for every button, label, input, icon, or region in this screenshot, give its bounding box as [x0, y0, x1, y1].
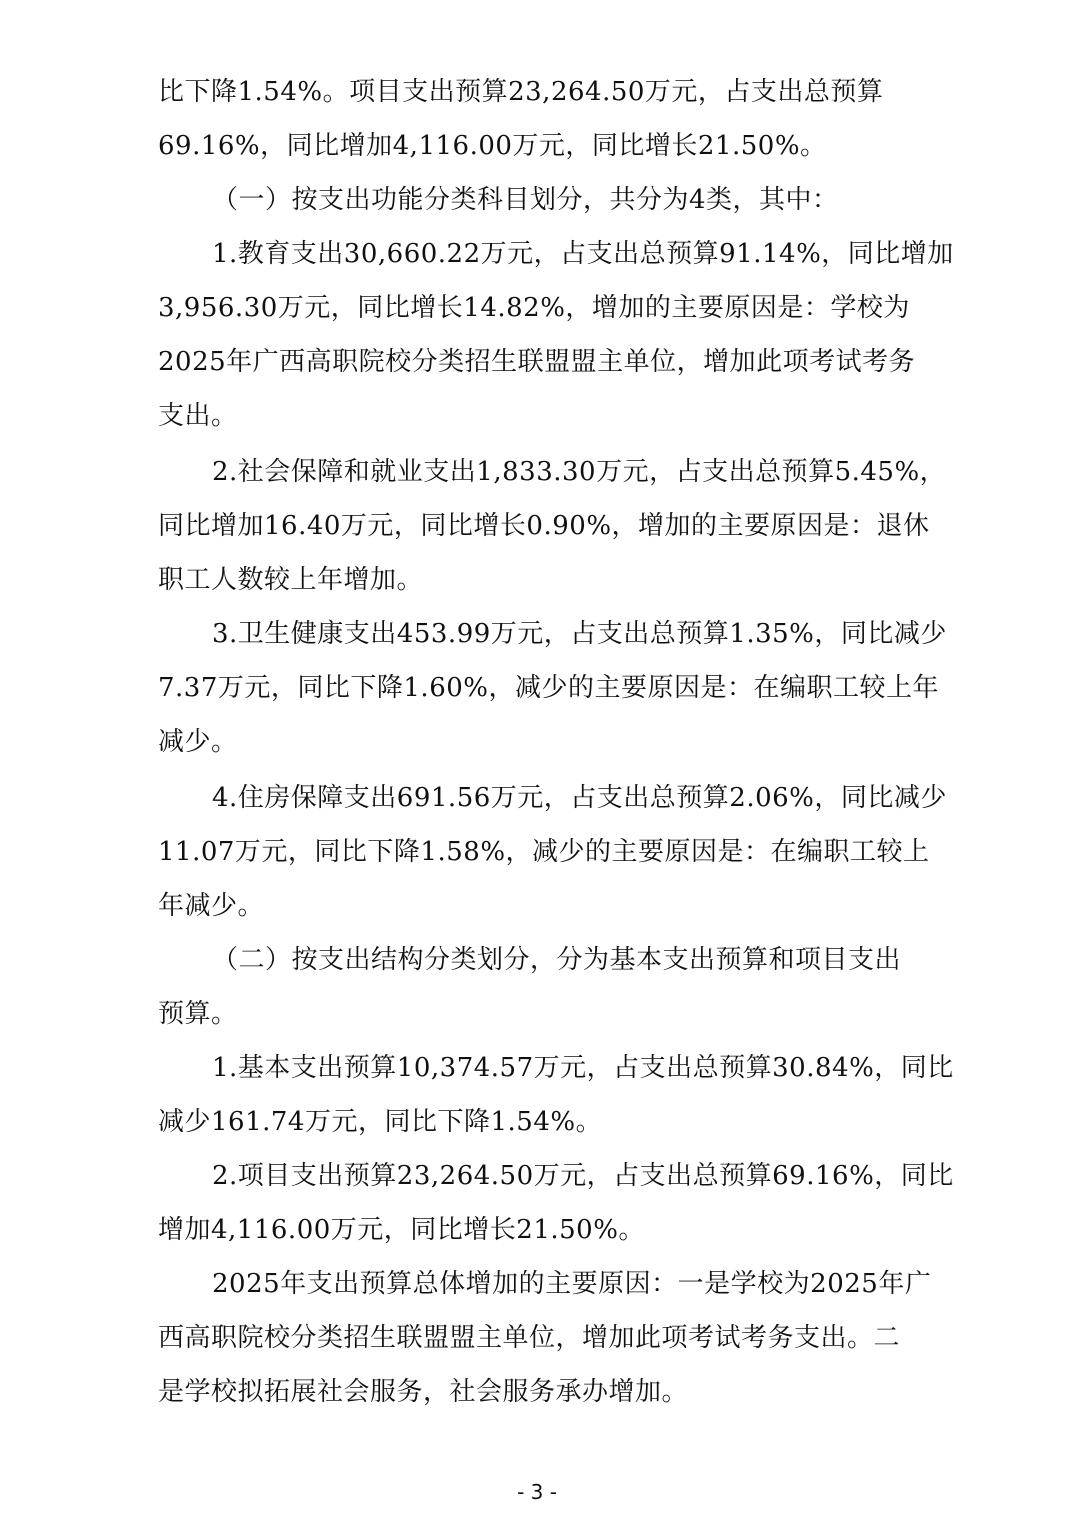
text-line: 3.卫生健康支出453.99万元，占支出总预算1.35%，同比减少 — [212, 619, 947, 649]
text-line: 2025年支出预算总体增加的主要原因：一是学校为2025年广 — [212, 1269, 932, 1299]
section-heading: （一）按支出功能分类科目划分，共分为4类，其中： — [212, 185, 839, 215]
text-line: 1.教育支出30,660.22万元，占支出总预算91.14%，同比增加 — [212, 239, 954, 269]
text-line: 西高职院校分类招生联盟盟主单位，增加此项考试考务支出。二 — [158, 1323, 901, 1353]
text-line: 69.16%，同比增加4,116.00万元，同比增长21.50%。 — [158, 131, 827, 161]
text-line: 11.07万元，同比下降1.58%，减少的主要原因是：在编职工较上 — [158, 837, 930, 867]
text-line: 预算。 — [158, 999, 238, 1029]
text-line: 7.37万元，同比下降1.60%，减少的主要原因是：在编职工较上年 — [158, 673, 939, 703]
text-line: 3,956.30万元，同比增长14.82%，增加的主要原因是：学校为 — [158, 293, 910, 323]
text-line: 年减少。 — [158, 891, 265, 921]
text-line: 职工人数较上年增加。 — [158, 565, 424, 595]
text-line: 支出。 — [158, 401, 238, 431]
text-line: 4.住房保障支出691.56万元，占支出总预算2.06%，同比减少 — [212, 783, 947, 813]
text-line: 比下降1.54%。项目支出预算23,264.50万元，占支出总预算 — [158, 77, 884, 107]
text-line: 是学校拟拓展社会服务，社会服务承办增加。 — [158, 1377, 689, 1407]
text-line: 增加4,116.00万元，同比增长21.50%。 — [158, 1215, 645, 1245]
text-line: 减少。 — [158, 727, 238, 757]
section-heading: （二）按支出结构分类划分，分为基本支出预算和项目支出 — [212, 945, 902, 975]
page-number: - 3 - — [517, 1480, 557, 1504]
text-line: 1.基本支出预算10,374.57万元，占支出总预算30.84%，同比 — [212, 1053, 954, 1083]
text-line: 减少161.74万元，同比下降1.54%。 — [158, 1107, 603, 1137]
text-line: 2025年广西高职院校分类招生联盟盟主单位，增加此项考试考务 — [158, 347, 916, 377]
text-line: 2.社会保障和就业支出1,833.30万元，占支出总预算5.45%， — [212, 457, 947, 487]
text-line: 同比增加16.40万元，同比增长0.90%，增加的主要原因是：退休 — [158, 511, 930, 541]
text-line: 2.项目支出预算23,264.50万元，占支出总预算69.16%，同比 — [212, 1161, 954, 1191]
